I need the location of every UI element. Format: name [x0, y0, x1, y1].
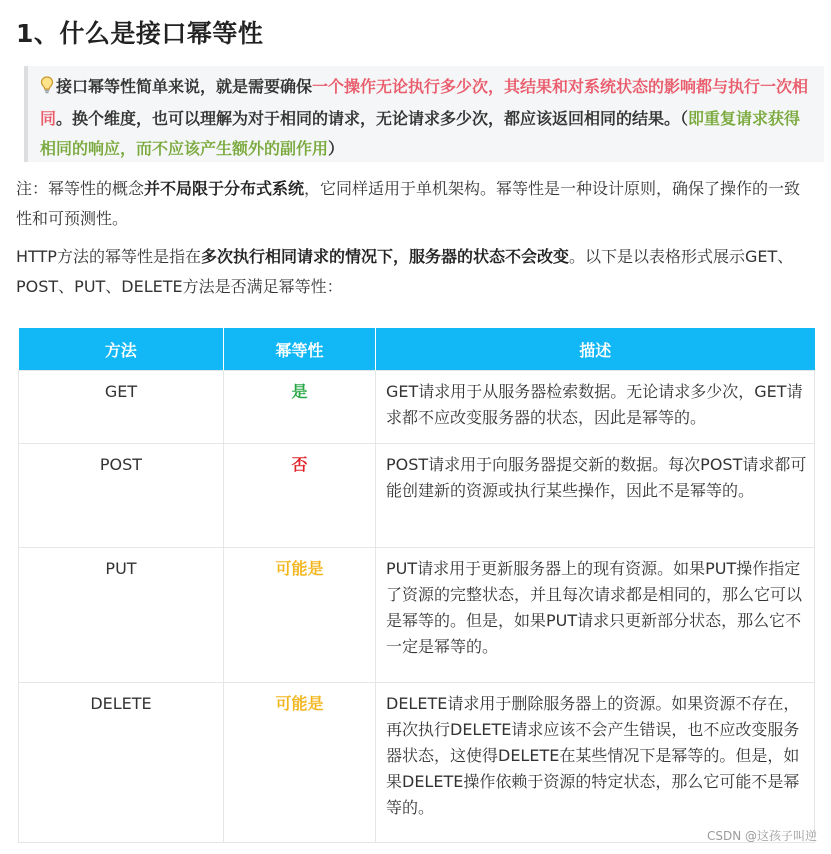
table-row	[19, 444, 815, 548]
callout-text-2: 。换个维度，也可以理解为对于相同的请求，无论请求多少次，都应该返回相同的结果。（	[56, 109, 689, 128]
callout-text-1: 接口幂等性简单来说，就是需要确保	[56, 77, 313, 96]
method-cell: POST	[19, 444, 224, 548]
idempotency-cell: 是	[224, 371, 376, 444]
description-cell: POST请求用于向服务器提交新的数据。每次POST请求都可能创建新的资源或执行某些操作，因此不是幂等的。	[376, 444, 815, 548]
table-header-row	[19, 328, 815, 371]
idempotency-cell: 可能是	[224, 683, 376, 843]
http-suffix: 。以下是以表格形式展示GET、POST、PUT、DELETE方法是否满足幂等性：	[16, 247, 794, 296]
idempotency-table	[18, 328, 815, 843]
header-description: 描述	[376, 328, 815, 371]
table-row	[19, 683, 815, 843]
table-row	[19, 548, 815, 683]
note-suffix: ，它同样适用于单机架构。幂等性是一种设计原则，确保了操作的一致性和可预测性。	[16, 179, 801, 228]
section-heading: 1、什么是接口幂等性	[16, 19, 264, 48]
description-cell: PUT请求用于更新服务器上的现有资源。如果PUT操作指定了资源的完整状态，并且每次请求都是相同的，那么它可以是幂等的。但是，如果PUT请求只更新部分状态，那么它不一定是幂等的。	[376, 548, 815, 683]
table-row	[19, 371, 815, 444]
callout-highlight-red: 一个操作无论执行多少次，其结果和对系统状态的影响都与执行一次相同	[40, 77, 809, 128]
idempotency-cell: 可能是	[224, 548, 376, 683]
note-highlight: 并不局限于分布式系统	[144, 179, 305, 198]
description-cell: GET请求用于从服务器检索数据。无论请求多少次，GET请求都不应改变服务器的状态，因此是幂等的。	[376, 371, 815, 444]
method-cell: DELETE	[19, 683, 224, 843]
header-idempotency: 幂等性	[224, 328, 376, 371]
http-bold: 多次执行相同请求的情况下，服务器的状态不会改变	[200, 247, 569, 266]
csdn-watermark: CSDN @这孩子叫逆	[706, 829, 817, 843]
idempotency-cell: 否	[224, 444, 376, 548]
note-paragraph	[16, 174, 816, 234]
note-prefix: 注：幂等性的概念	[16, 179, 145, 198]
method-cell: PUT	[19, 548, 224, 683]
lightbulb-icon	[40, 74, 54, 104]
http-paragraph	[16, 242, 816, 302]
method-cell: GET	[19, 371, 224, 444]
callout-block	[24, 66, 824, 162]
http-prefix: HTTP方法的幂等性是指在	[16, 247, 201, 266]
callout-text-3: ）	[328, 139, 345, 158]
header-method: 方法	[19, 328, 224, 371]
callout-highlight-green: 即重复请求获得相同的响应，而不应该产生额外的副作用	[40, 109, 801, 158]
description-cell: DELETE请求用于删除服务器上的资源。如果资源不存在，再次执行DELETE请求应该不会产生错误，也不应改变服务器状态，这使得DELETE在某些情况下是幂等的。但是，如果DELETE操作依赖于资源的特定状态，那么它可能不是幂等的。	[376, 683, 815, 843]
